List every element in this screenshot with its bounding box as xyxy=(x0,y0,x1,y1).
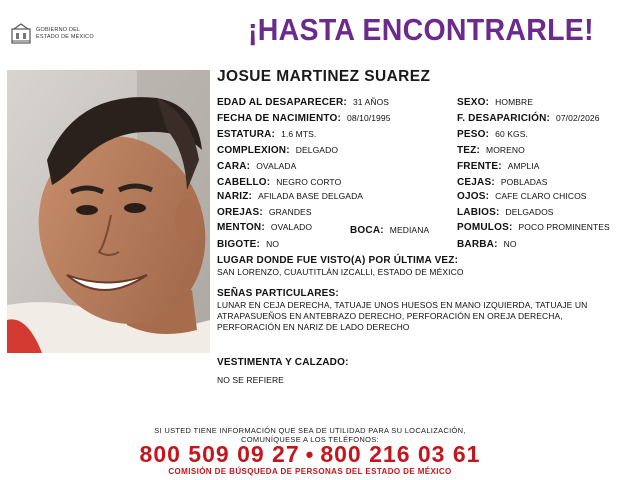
logo-line-1: GOBIERNO DEL xyxy=(36,27,81,33)
field-estatura xyxy=(217,128,316,141)
field-label: BOCA: xyxy=(350,225,384,236)
last-seen-value: SAN LORENZO, CUAUTITLÁN IZCALLI, ESTADO DE MÉXICO xyxy=(217,267,464,277)
field-cara xyxy=(217,160,296,173)
phone-number-1: 800 509 09 27 xyxy=(139,441,300,467)
logo-line-2: ESTADO DE MÉXICO xyxy=(36,34,94,40)
field-value: NEGRO CORTO xyxy=(276,177,342,187)
field-menton xyxy=(217,221,312,234)
field-value: AFILADA BASE DELGADA xyxy=(258,191,364,201)
field-value: OVALADO xyxy=(270,222,313,232)
phone-numbers xyxy=(0,441,620,468)
field-label: CARA: xyxy=(217,161,251,172)
field-edad xyxy=(217,96,389,109)
field-pomulos xyxy=(457,221,610,234)
marks-line: LUNAR EN CEJA DERECHA, TATUAJE UNOS HUESOS EN MANO IZQUIERDA, TATUAJE UN xyxy=(217,300,588,310)
person-name: JOSUE MARTINEZ SUAREZ xyxy=(217,68,431,85)
field-value: GRANDES xyxy=(268,207,312,217)
field-tez xyxy=(457,144,525,157)
field-label: EDAD AL DESAPARECER: xyxy=(217,97,347,108)
field-value: 08/10/1995 xyxy=(347,113,391,123)
field-value: HOMBRE xyxy=(495,97,534,107)
field-value: OVALADA xyxy=(256,161,297,171)
field-value: CAFE CLARO CHICOS xyxy=(495,191,587,201)
field-ojos xyxy=(457,190,587,203)
field-value: 1.6 MTS. xyxy=(281,129,317,139)
clothing-label: VESTIMENTA Y CALZADO: xyxy=(217,357,349,368)
field-label: BIGOTE: xyxy=(217,239,261,250)
phone-number-2: 800 216 03 61 xyxy=(320,441,481,467)
field-cabello xyxy=(217,176,341,189)
field-value: 60 KGS. xyxy=(495,129,528,139)
field-label: FRENTE: xyxy=(457,161,502,172)
field-value: MORENO xyxy=(486,145,525,155)
field-frente xyxy=(457,160,540,173)
last-seen-label: LUGAR DONDE FUE VISTO(A) POR ÚLTIMA VEZ: xyxy=(217,255,459,266)
field-labios xyxy=(457,206,554,219)
field-label: BARBA: xyxy=(457,239,498,250)
government-logo xyxy=(10,22,120,46)
marks-line: PERFORACIÓN EN NARIZ DE LADO DERECHO xyxy=(217,322,410,332)
field-label: OJOS: xyxy=(457,191,490,202)
field-peso xyxy=(457,128,528,141)
field-value: MEDIANA xyxy=(389,225,430,235)
field-value: NO xyxy=(266,239,280,249)
field-label: LABIOS: xyxy=(457,207,500,218)
field-label: CABELLO: xyxy=(217,177,271,188)
field-desaparicion xyxy=(457,112,600,125)
field-cejas xyxy=(457,176,548,189)
field-label: POMULOS: xyxy=(457,222,513,233)
field-label: FECHA DE NACIMIENTO: xyxy=(217,113,341,124)
field-label: ESTATURA: xyxy=(217,129,276,140)
field-label: CEJAS: xyxy=(457,177,495,188)
field-boca xyxy=(350,224,429,237)
field-value: 31 AÑOS xyxy=(352,97,390,107)
field-orejas xyxy=(217,206,312,219)
field-complexion xyxy=(217,144,338,157)
contact-note-line-1: SI USTED TIENE INFORMACIÓN QUE SEA DE UTILIDAD PARA SU LOCALIZACIÓN, xyxy=(154,426,466,435)
field-value: 07/02/2026 xyxy=(556,113,600,123)
field-value: POCO PROMINENTES xyxy=(518,222,610,232)
headline: ¡HASTA ENCONTRARLE! xyxy=(248,12,594,47)
field-barba xyxy=(457,238,517,251)
missing-person-photo xyxy=(7,70,210,353)
field-label: NARIZ: xyxy=(217,191,253,202)
field-value: AMPLIA xyxy=(507,161,540,171)
field-label: TEZ: xyxy=(457,145,481,156)
commission-name: COMISIÓN DE BÚSQUEDA DE PERSONAS DEL ESTADO DE MÉXICO xyxy=(168,467,452,476)
marks-text xyxy=(217,300,627,333)
field-label: MENTON: xyxy=(217,222,265,233)
field-nacimiento xyxy=(217,112,391,125)
contact-note-line-2: COMUNÍQUESE A LOS TELÉFONOS: xyxy=(241,435,379,444)
state-seal-icon xyxy=(10,23,32,45)
field-label: PESO: xyxy=(457,129,490,140)
clothing-value: NO SE REFIERE xyxy=(217,375,284,385)
field-label: F. DESAPARICIÓN: xyxy=(457,113,551,124)
field-nariz xyxy=(217,190,363,203)
field-value: NO xyxy=(503,239,517,249)
field-label: OREJAS: xyxy=(217,207,263,218)
field-value: POBLADAS xyxy=(500,177,548,187)
marks-label: SEÑAS PARTICULARES: xyxy=(217,288,339,299)
marks-line: ATRAPASUEÑOS EN ANTEBRAZO DERECHO, PERFORACIÓN EN OREJA DERECHA, xyxy=(217,311,563,321)
field-value: DELGADOS xyxy=(505,207,554,217)
field-sexo xyxy=(457,96,533,109)
field-bigote xyxy=(217,238,279,251)
field-label: COMPLEXION: xyxy=(217,145,290,156)
phone-separator: • xyxy=(305,442,315,467)
field-value: DELGADO xyxy=(295,145,339,155)
field-label: SEXO: xyxy=(457,97,490,108)
